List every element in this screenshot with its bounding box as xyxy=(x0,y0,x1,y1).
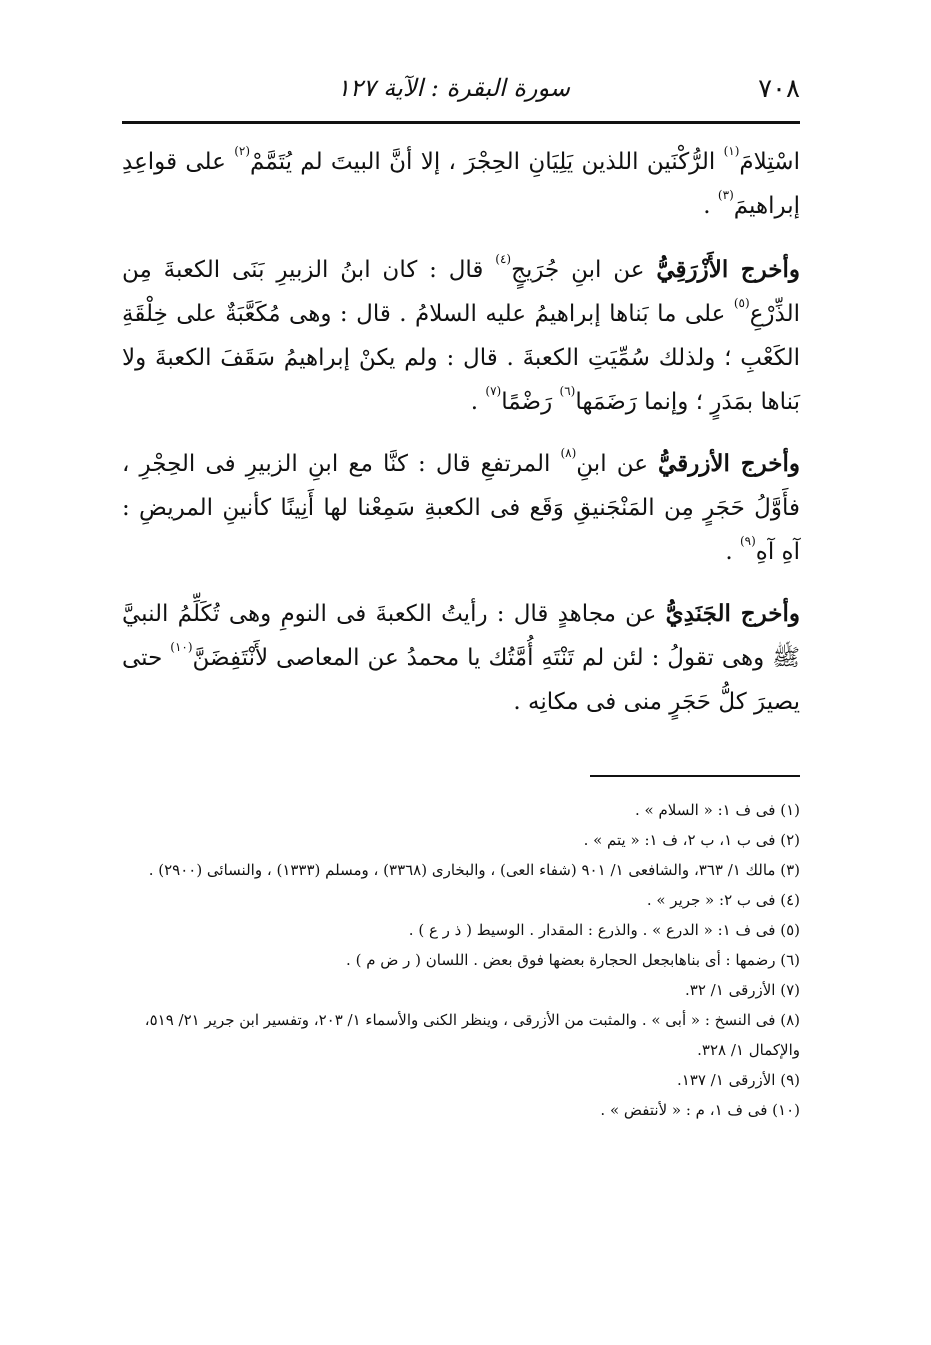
header-rule xyxy=(122,121,800,124)
paragraph-3 xyxy=(122,442,800,574)
footnote-ref[interactable]: (٤) xyxy=(495,252,512,266)
paragraph-2 xyxy=(122,248,800,424)
running-title: سورة البقرة : الآية ١٢٧ xyxy=(336,74,570,102)
page-header xyxy=(122,72,800,112)
paragraph-lead: وأخرج الأَزْرَقِيُّ xyxy=(656,256,801,283)
text-span: عن مجاهدٍ قال : رأيتُ الكعبةَ فى النومِ وهى تُكَلِّمُ النبيَّ ﷺ وهى تقولُ : لئن لم تَنْتَهِ أُمَّتُك يا محمدُ عن المعاصى لأَنْتَفِضَنَّ xyxy=(122,601,801,671)
main-text xyxy=(122,140,800,742)
footnote-3: (٣) مالك ١/ ٣٦٣، والشافعى ١/ ٩٠١ (شفاء العى) ، والبخارى (٣٣٦٨) ، ومسلم (١٣٣٣) ، والنسائى (٢٩٠٠) . xyxy=(148,861,800,879)
footnote-ref[interactable]: (٨) xyxy=(560,446,577,460)
text-span: عن ابنِ جُرَيجٍ xyxy=(511,257,657,283)
text-span: اسْتِلامَ xyxy=(739,149,800,175)
text-span: على ما بَناها إبراهيمُ عليه السلامُ . قال : وهى مُكَعَّبَةٌ على خِلْقَةِ الكَعْبِ ؛ ولذلك سُمِّيَتِ الكعبةَ . قال : ولم يكنْ إبراهيمُ سَقَفَ الكعبةَ ولا بَناها بمَدَرٍ ؛ وإنما رَضَمَها xyxy=(122,301,800,415)
footnote-9: (٩) الأزرقى ١/ ١٣٧. xyxy=(676,1071,800,1089)
footnote-1: (١) فى ف ١: « السلام » . xyxy=(635,801,800,819)
footnote-ref[interactable]: (١٠) xyxy=(170,640,193,654)
paragraph-1 xyxy=(122,140,800,228)
footnote-7: (٧) الأزرقى ١/ ٣٢. xyxy=(685,981,800,999)
footnote-ref[interactable]: (١) xyxy=(723,144,740,158)
text-span: المرتفعِ قال : كنَّا مع ابنِ الزبيرِ فى الحِجْرِ ، فأَوَّلُ حَجَرٍ مِن المَنْجَنيقِ وَقَع فى الكعبةِ سَمِعْنا لها أَنِينًا كأنينِ المريضِ : آهِ آهِ xyxy=(122,451,800,565)
paragraph-lead: وأخرج الأزرقيُّ xyxy=(658,450,800,477)
footnote-ref[interactable]: (٩) xyxy=(739,534,756,548)
footnote-8: (٨) فى النسخ : « أبى » . والمثبت من الأزرقى ، وينظر الكنى والأسماء ١/ ٢٠٣، وتفسير ابن جرير ٢١/ ٥١٩، والإكمال ١/ ٣٢٨. xyxy=(144,1011,800,1059)
text-span: . xyxy=(470,389,486,415)
footnote-4: (٤) فى ب ٢: « جرير » . xyxy=(646,891,800,909)
text-span: عن ابنِ xyxy=(576,451,659,477)
footnote-ref[interactable]: (٦) xyxy=(559,384,576,398)
paragraph-lead: وأخرج الجَنَدِيُّ xyxy=(665,600,800,627)
footnote-ref[interactable]: (٥) xyxy=(733,296,750,310)
footnote-5: (٥) فى ف ١: « الدرع » . والذرع : المقدار . الوسيط ( ذ ر ع ) . xyxy=(408,921,800,939)
text-span: . xyxy=(725,539,740,565)
text-span: على قواعِدِ إبراهيمَ xyxy=(122,149,800,219)
text-span: الرُّكْنَين اللذين يَلِيَانِ الحِجْرَ ، إلا أنَّ البيتَ لم يُتَمَّمْ xyxy=(250,149,724,175)
footnote-ref[interactable]: (٢) xyxy=(234,144,251,158)
page-number: ٧٠٨ xyxy=(758,74,800,104)
footnotes xyxy=(122,795,800,1125)
text-span: رَضْمًا xyxy=(501,389,560,415)
footnote-10: (١٠) فى ف ١، م : « لأنتفض » . xyxy=(600,1101,800,1119)
text-span: قال : كان ابنُ الزبيرِ بَنَى الكعبةَ مِن الذِّرْعِ xyxy=(122,257,800,327)
footnote-rule xyxy=(590,775,800,777)
text-span: حتى يصيرَ كلُّ حَجَرٍ منى فى مكانِه . xyxy=(122,645,800,715)
footnote-ref[interactable]: (٧) xyxy=(485,384,502,398)
paragraph-4 xyxy=(122,592,800,724)
text-span: . xyxy=(703,193,718,219)
footnote-6: (٦) رضمها : أى بناهابجعل الحجارة بعضها فوق بعض . اللسان ( ر ض م ) . xyxy=(346,951,800,969)
footnote-ref[interactable]: (٣) xyxy=(717,188,734,202)
footnote-2: (٢) فى ب ١، ب ٢، ف ١: « يتم » . xyxy=(583,831,800,849)
